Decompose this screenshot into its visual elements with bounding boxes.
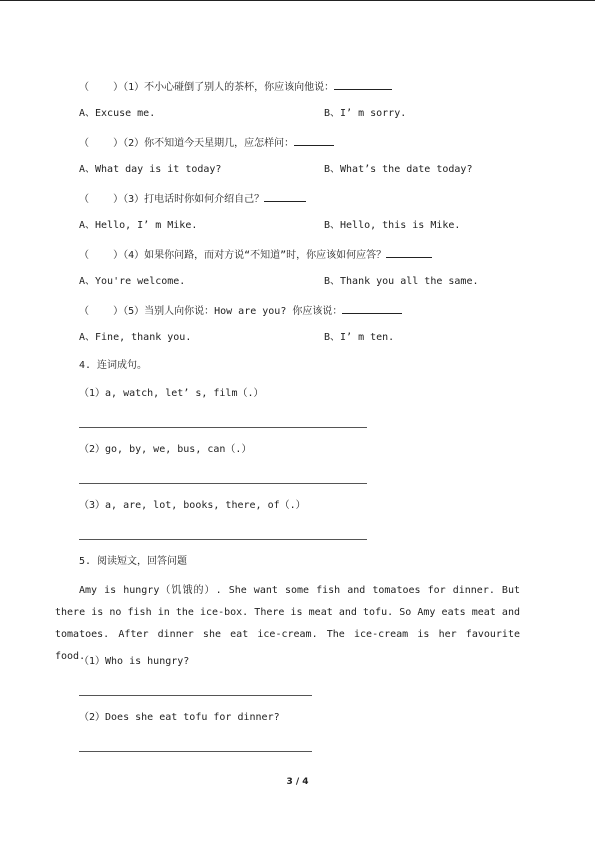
question-3-stem: （ ）（3）打电话时你如何介绍自己？	[79, 191, 306, 207]
question-2-stem: （ ）（2）你不知道今天星期几，应怎样问：	[79, 135, 334, 151]
page-number: 3 / 4	[286, 777, 309, 787]
question-4-option-b: B、Thank you all the same.	[324, 276, 479, 287]
reading-passage: Amy is hungry（饥饿的）. She want some fish and tomatoes for dinner. But there is no fish in the ice-box. There is meat and tofu. So Amy eats meat and tomatoes. After dinner she eat ice-cream. The ice-cream is her favourite food.	[55, 585, 520, 662]
question-1-option-a: A、Excuse me.	[79, 108, 156, 119]
question-5-option-a: A、Fine, thank you.	[79, 332, 192, 343]
section-4-item-3: （3）a, are, lot, books, there, of（.）	[79, 500, 306, 511]
section-4-title: 4. 连词成句。	[79, 360, 148, 371]
section-5-question-1: （1）Who is hungry?	[79, 656, 190, 667]
answer-line-4-1[interactable]	[79, 427, 367, 428]
question-3-option-b: B、Hello, this is Mike.	[324, 220, 461, 231]
section-4-item-1: （1）a, watch, let’ s, film（.）	[79, 388, 264, 399]
section-5-question-2: （2）Does she eat tofu for dinner?	[79, 712, 280, 723]
question-2-option-b: B、What’s the date today?	[324, 164, 473, 175]
question-1-stem: （ ）（1）不小心碰倒了别人的茶杯，你应该向他说：	[79, 79, 392, 95]
question-4-stem: （ ）（4）如果你问路，而对方说“不知道”时，你应该如何应答？	[79, 247, 432, 263]
top-border	[0, 0, 595, 1]
answer-line-4-3[interactable]	[79, 539, 367, 540]
answer-line-5-2[interactable]	[79, 751, 312, 752]
section-5-title: 5. 阅读短文，回答问题	[79, 556, 188, 567]
question-3-option-a: A、Hello, I’ m Mike.	[79, 220, 198, 231]
answer-line-5-1[interactable]	[79, 695, 312, 696]
section-4-item-2: （2）go, by, we, bus, can（.）	[79, 444, 252, 455]
question-1-option-b: B、I’ m sorry.	[324, 108, 407, 119]
answer-line-4-2[interactable]	[79, 483, 367, 484]
question-5-stem: （ ）（5）当别人向你说：How are you? 你应该说：	[79, 303, 402, 319]
question-4-option-a: A、You're welcome.	[79, 276, 186, 287]
question-2-option-a: A、What day is it today?	[79, 164, 222, 175]
question-5-option-b: B、I’ m ten.	[324, 332, 395, 343]
